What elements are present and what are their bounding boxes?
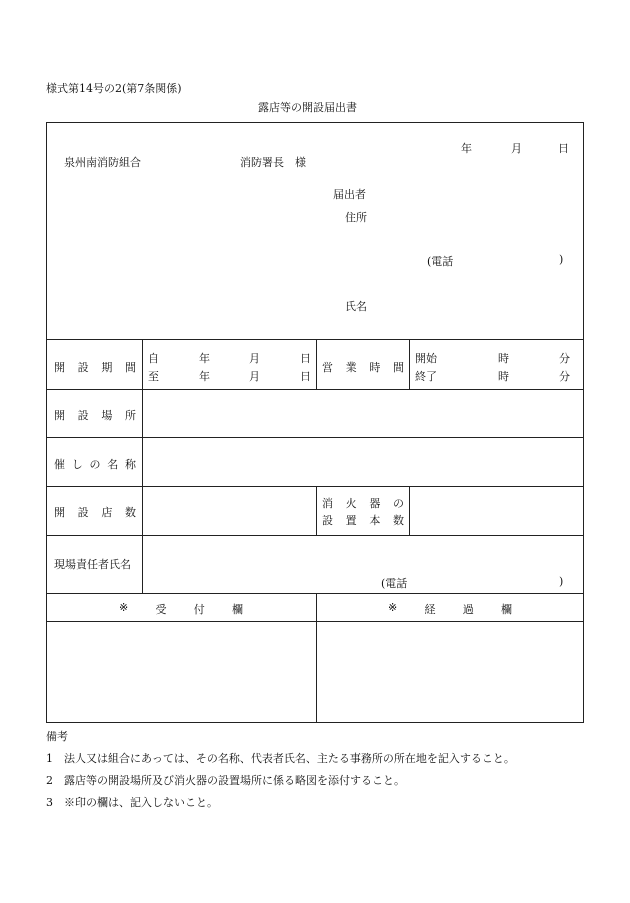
divider: [47, 437, 583, 438]
extinguisher-label-line1-char: 器: [369, 497, 381, 510]
divider: [47, 339, 583, 340]
divider: [47, 486, 583, 487]
extinguisher-label-line2-char: 設: [322, 514, 333, 527]
note-item: 2 露店等の開設場所及び消火器の設置場所に係る略図を添付すること。: [46, 774, 405, 787]
period-label-char: 期: [101, 361, 113, 374]
event-label-char: の: [89, 458, 101, 471]
applicant-label: 届出者: [333, 188, 366, 201]
period-to-day: 日: [300, 370, 311, 383]
extinguisher-label-line2-char: 置: [345, 514, 357, 527]
location-label: [54, 407, 136, 423]
date-year: 年: [461, 142, 472, 155]
manager-phone-close: ): [559, 575, 564, 588]
reception-column-header-char: 欄: [231, 603, 243, 616]
period-to-month: 月: [249, 370, 260, 383]
period-label-char: 設: [77, 361, 89, 374]
event-label-char: 称: [125, 458, 136, 471]
manager-label: 現場責任者氏名: [54, 558, 131, 571]
hours-start-hour: 時: [498, 352, 509, 365]
event-label: [54, 456, 136, 472]
progress-column-header-char: 過: [462, 603, 474, 616]
hours-label-char: 時: [369, 361, 381, 374]
extinguisher-label-line2: [322, 512, 404, 528]
application-form: [46, 122, 584, 723]
extinguisher-label-line1-char: 消: [322, 497, 333, 510]
location-label-char: 所: [124, 409, 136, 422]
period-from-prefix: 自: [148, 352, 159, 365]
store-count-label-char: 設: [77, 506, 89, 519]
hours-end-prefix: 終了: [415, 370, 437, 383]
progress-column-header-char: 経: [424, 603, 436, 616]
divider: [409, 339, 410, 389]
progress-column-header-char: 欄: [500, 603, 512, 616]
note-item: 1 法人又は組合にあっては、その名称、代表者氏名、主たる事務所の所在地を記入すること。: [46, 752, 515, 765]
divider: [142, 339, 143, 593]
divider: [316, 486, 317, 535]
applicant-phone-open: (電話: [427, 255, 454, 268]
form-number: 様式第14号の2(第7条関係): [46, 82, 182, 95]
progress-column-header-char: ※: [388, 601, 398, 614]
location-label-char: 設: [77, 409, 89, 422]
date-month: 月: [511, 142, 522, 155]
divider: [409, 486, 410, 535]
store-count-label-char: 数: [124, 506, 136, 519]
divider: [47, 593, 583, 594]
addressee-organization: 泉州南消防組合: [64, 156, 141, 169]
period-to-year: 年: [199, 370, 210, 383]
period-label: [54, 359, 136, 375]
hours-end-hour: 時: [498, 370, 509, 383]
reception-area: [47, 622, 315, 722]
reception-column-header-char: 受: [155, 603, 167, 616]
note-item: 3 ※印の欄は、記入しないこと。: [46, 796, 218, 809]
reception-column-header-char: ※: [119, 601, 129, 614]
location-label-char: 開: [54, 409, 65, 422]
applicant-address-label: 住所: [345, 211, 367, 224]
period-from-month: 月: [249, 352, 260, 365]
period-from-day: 日: [300, 352, 311, 365]
store-count-label-char: 店: [101, 506, 113, 519]
extinguisher-label-line2-char: 数: [392, 514, 404, 527]
period-label-char: 間: [124, 361, 136, 374]
extinguisher-label-line1-char: 火: [345, 497, 357, 510]
event-label-char: し: [71, 458, 83, 471]
divider: [316, 339, 317, 389]
hours-end-minute: 分: [559, 370, 570, 383]
event-label-char: 名: [107, 458, 119, 471]
extinguisher-label-line1-char: の: [392, 497, 404, 510]
date-day: 日: [558, 142, 569, 155]
notes: [46, 728, 515, 816]
applicant-name-label: 氏名: [345, 300, 367, 313]
progress-area: [317, 622, 583, 722]
divider: [47, 535, 583, 536]
period-label-char: 開: [54, 361, 65, 374]
divider: [47, 389, 583, 390]
extinguisher-label-line2-char: 本: [369, 514, 381, 527]
form-title: 露店等の開設届出書: [258, 101, 357, 114]
store-count-label-char: 開: [54, 506, 65, 519]
hours-start-minute: 分: [559, 352, 570, 365]
notes-heading: 備考: [46, 730, 68, 743]
progress-column-header: [388, 601, 512, 617]
hours-label-char: 間: [392, 361, 404, 374]
addressee-chief: 消防署長 様: [240, 156, 306, 169]
reception-column-header-char: 付: [193, 603, 205, 616]
reception-column-header: [119, 601, 243, 617]
extinguisher-label-line1: [322, 495, 404, 511]
location-label-char: 場: [101, 409, 113, 422]
manager-phone-open: (電話: [381, 577, 408, 590]
hours-label: [322, 359, 404, 375]
hours-label-char: 業: [345, 361, 357, 374]
period-from-year: 年: [199, 352, 210, 365]
period-to-prefix: 至: [148, 370, 159, 383]
hours-label-char: 営: [322, 361, 333, 374]
event-label-char: 催: [54, 458, 65, 471]
hours-start-prefix: 開始: [415, 352, 437, 365]
store-count-label: [54, 504, 136, 520]
applicant-phone-close: ): [559, 253, 564, 266]
